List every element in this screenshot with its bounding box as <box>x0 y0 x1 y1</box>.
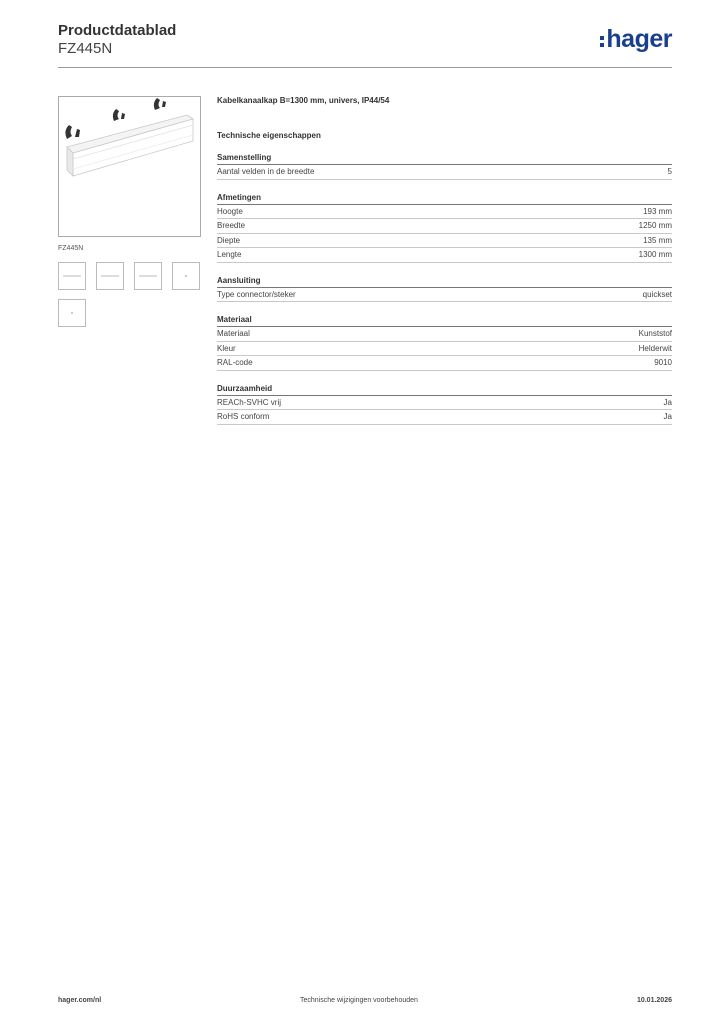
spec-value: Helderwit <box>638 343 672 353</box>
spec-group-afmetingen <box>217 193 672 263</box>
spec-label: Breedte <box>217 221 246 230</box>
hager-logo <box>600 25 672 54</box>
thumbnail-5[interactable] <box>58 299 86 327</box>
thumbnail-row-2 <box>58 299 201 327</box>
spec-label: RoHS conform <box>217 412 270 421</box>
spec-value: 1250 mm <box>638 221 672 230</box>
spec-row <box>217 248 672 263</box>
footer-website-link[interactable]: hager.com/nl <box>58 997 102 1004</box>
image-column <box>58 96 201 327</box>
spec-label: Aantal velden in de breedte <box>217 167 315 176</box>
group-title: Aansluiting <box>217 276 672 288</box>
image-caption: FZ445N <box>58 245 84 252</box>
spec-label: Materiaal <box>217 329 250 338</box>
spec-label: Lengte <box>217 250 242 259</box>
footer-disclaimer: Technische wijzigingen voorbehouden <box>300 997 418 1004</box>
spec-row <box>217 165 672 180</box>
spec-label: RAL-code <box>217 358 253 367</box>
spec-row <box>217 410 672 425</box>
spec-value: 1300 mm <box>638 250 672 259</box>
group-title: Samenstelling <box>217 153 672 165</box>
thumbnail-row <box>58 262 201 290</box>
product-image[interactable] <box>58 96 201 237</box>
thumbnail-placeholder-icon <box>63 275 81 277</box>
document-title: Productdatablad <box>58 22 177 39</box>
spec-value: Ja <box>663 412 672 421</box>
spec-value: 193 mm <box>643 206 672 216</box>
spec-group-duurzaamheid <box>217 384 672 425</box>
thumbnail-placeholder-icon <box>185 275 187 277</box>
page-header <box>58 22 672 68</box>
thumbnail-2[interactable] <box>96 262 124 290</box>
spec-row <box>217 219 672 234</box>
cable-duct-cover-icon <box>59 97 200 236</box>
spec-value: 9010 <box>654 358 672 367</box>
product-code: FZ445N <box>58 40 113 57</box>
thumbnail-placeholder-icon <box>101 275 119 277</box>
group-title: Duurzaamheid <box>217 384 672 396</box>
spec-value: quickset <box>642 289 672 299</box>
spec-row <box>217 396 672 411</box>
thumbnail-placeholder-icon <box>139 275 157 277</box>
spec-row <box>217 327 672 342</box>
logo-dots-icon <box>600 36 604 47</box>
spec-row <box>217 342 672 357</box>
spec-label: Diepte <box>217 235 241 245</box>
spec-value: Ja <box>663 397 672 407</box>
spec-value: Kunststof <box>638 329 672 338</box>
spec-value: 135 mm <box>643 235 672 245</box>
footer-date: 10.01.2026 <box>636 997 672 1004</box>
logo-text: hager <box>606 25 672 53</box>
thumbnail-placeholder-icon <box>71 312 73 314</box>
section-title: Technische eigenschappen <box>217 131 321 140</box>
thumbnail-4[interactable] <box>172 262 200 290</box>
spec-column <box>217 96 672 425</box>
spec-row <box>217 288 672 303</box>
spec-label: Hoogte <box>217 206 243 216</box>
product-description: Kabelkanaalkap B=1300 mm, univers, IP44/54 <box>217 96 390 105</box>
group-title: Afmetingen <box>217 193 672 205</box>
spec-label: Type connector/steker <box>217 289 296 299</box>
spec-label: Kleur <box>217 343 236 353</box>
spec-row <box>217 356 672 371</box>
spec-group-aansluiting <box>217 276 672 303</box>
thumbnail-1[interactable] <box>58 262 86 290</box>
spec-group-samenstelling <box>217 153 672 180</box>
spec-label: REACh-SVHC vrij <box>217 397 282 407</box>
spec-row <box>217 234 672 249</box>
group-title: Materiaal <box>217 315 672 327</box>
spec-row <box>217 205 672 220</box>
spec-group-materiaal <box>217 315 672 371</box>
spec-value: 5 <box>667 167 672 176</box>
thumbnail-3[interactable] <box>134 262 162 290</box>
